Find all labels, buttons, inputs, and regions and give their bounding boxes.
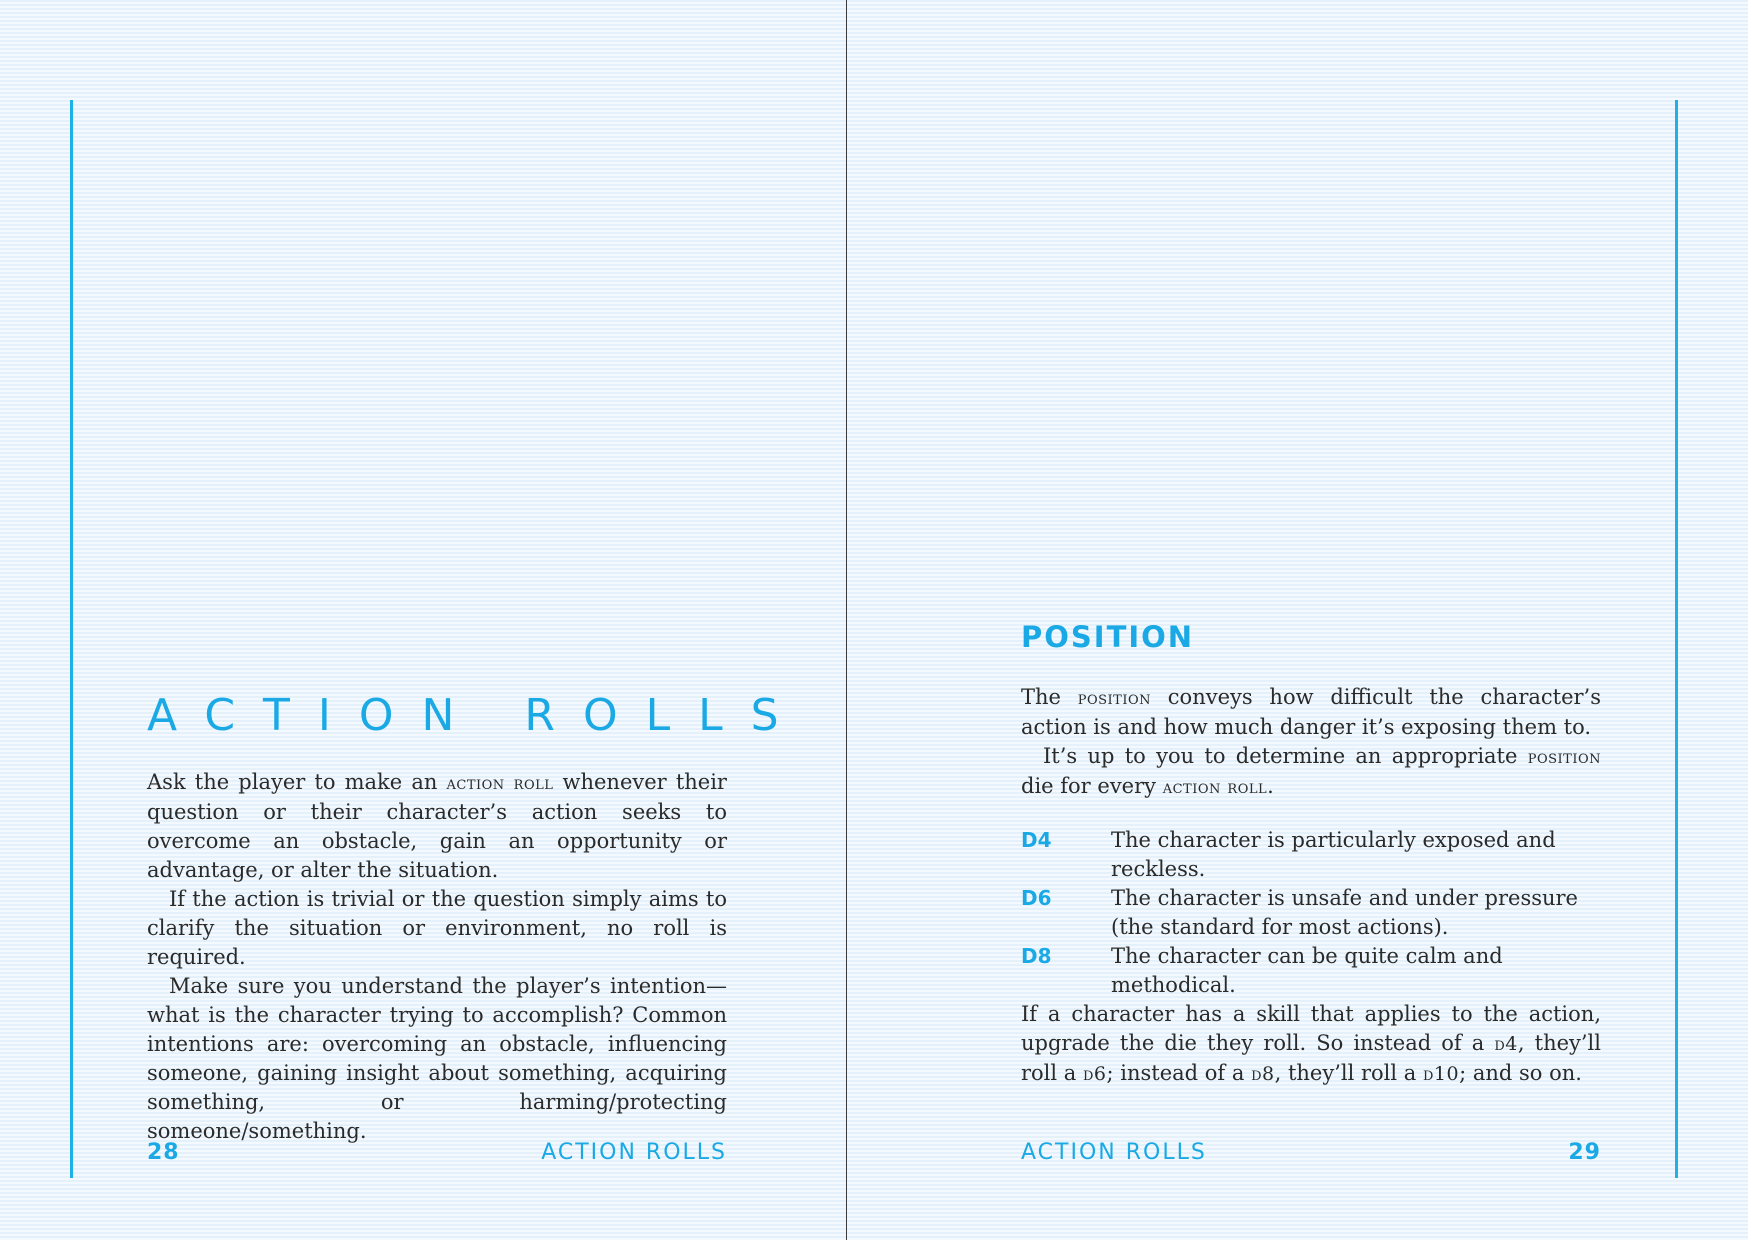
term-action-roll: action roll [446,772,554,794]
paragraph-trivial: If the action is trivial or the question simply aims to clarify the situation or environment, no roll is required. [147,887,727,969]
paragraph-skill-upgrade: If a character has a skill that applies to the action, upgrade the die they roll. So instead of a d4, they’ll roll a d6; instead of a d8, they’ll roll a d10; and so on. [1021,1002,1601,1085]
left-margin-rule [70,100,73,1178]
die-label: D6 [1021,886,1052,910]
die-row-d4 [1021,826,1601,884]
die-row-d6 [1021,884,1601,942]
die-row-d8 [1021,942,1601,1000]
die-description: The character is unsafe and under pressure (the standard for most actions). [1111,886,1578,939]
position-dice-list [1021,826,1601,1000]
die-label: D8 [1021,944,1052,968]
paragraph-position-intro: The position conveys how difficult the character’s action is and how much danger it’s exposing them to. [1021,685,1601,739]
section-heading-position: POSITION [1021,620,1195,654]
running-head-right: ACTION ROLLS [1021,1140,1207,1165]
right-margin-rule [1675,100,1678,1178]
running-head-left: ACTION ROLLS [541,1140,727,1165]
chapter-title: ACTION ROLLS [147,690,807,741]
die-description: The character is particularly exposed and reckless. [1111,828,1556,881]
term-position: position [1077,687,1152,709]
paragraph-action-roll: Ask the player to make an action roll whenever their question or their character’s action seeks to overcome an obstacle, gain an opportunity or advantage, or alter the situation. [147,770,727,882]
die-description: The character can be quite calm and methodical. [1111,944,1503,997]
position-intro [1021,683,1601,802]
die-label: D4 [1021,828,1052,852]
skill-upgrade-text [1021,1000,1601,1089]
book-gutter [846,0,847,1240]
paragraph-intention: Make sure you understand the player’s intention—what is the character trying to accomplish? Common intentions are: overcoming an obstacle, influencing someone, gaining insight about something, acquiring something, or harming/protecting someone/something. [147,974,727,1143]
left-body-text [147,768,727,1146]
paragraph-position-die: It’s up to you to determine an appropriate position die for every action roll. [1021,744,1601,798]
page-number-right: 29 [1568,1140,1601,1165]
page-number-left: 28 [147,1140,180,1165]
